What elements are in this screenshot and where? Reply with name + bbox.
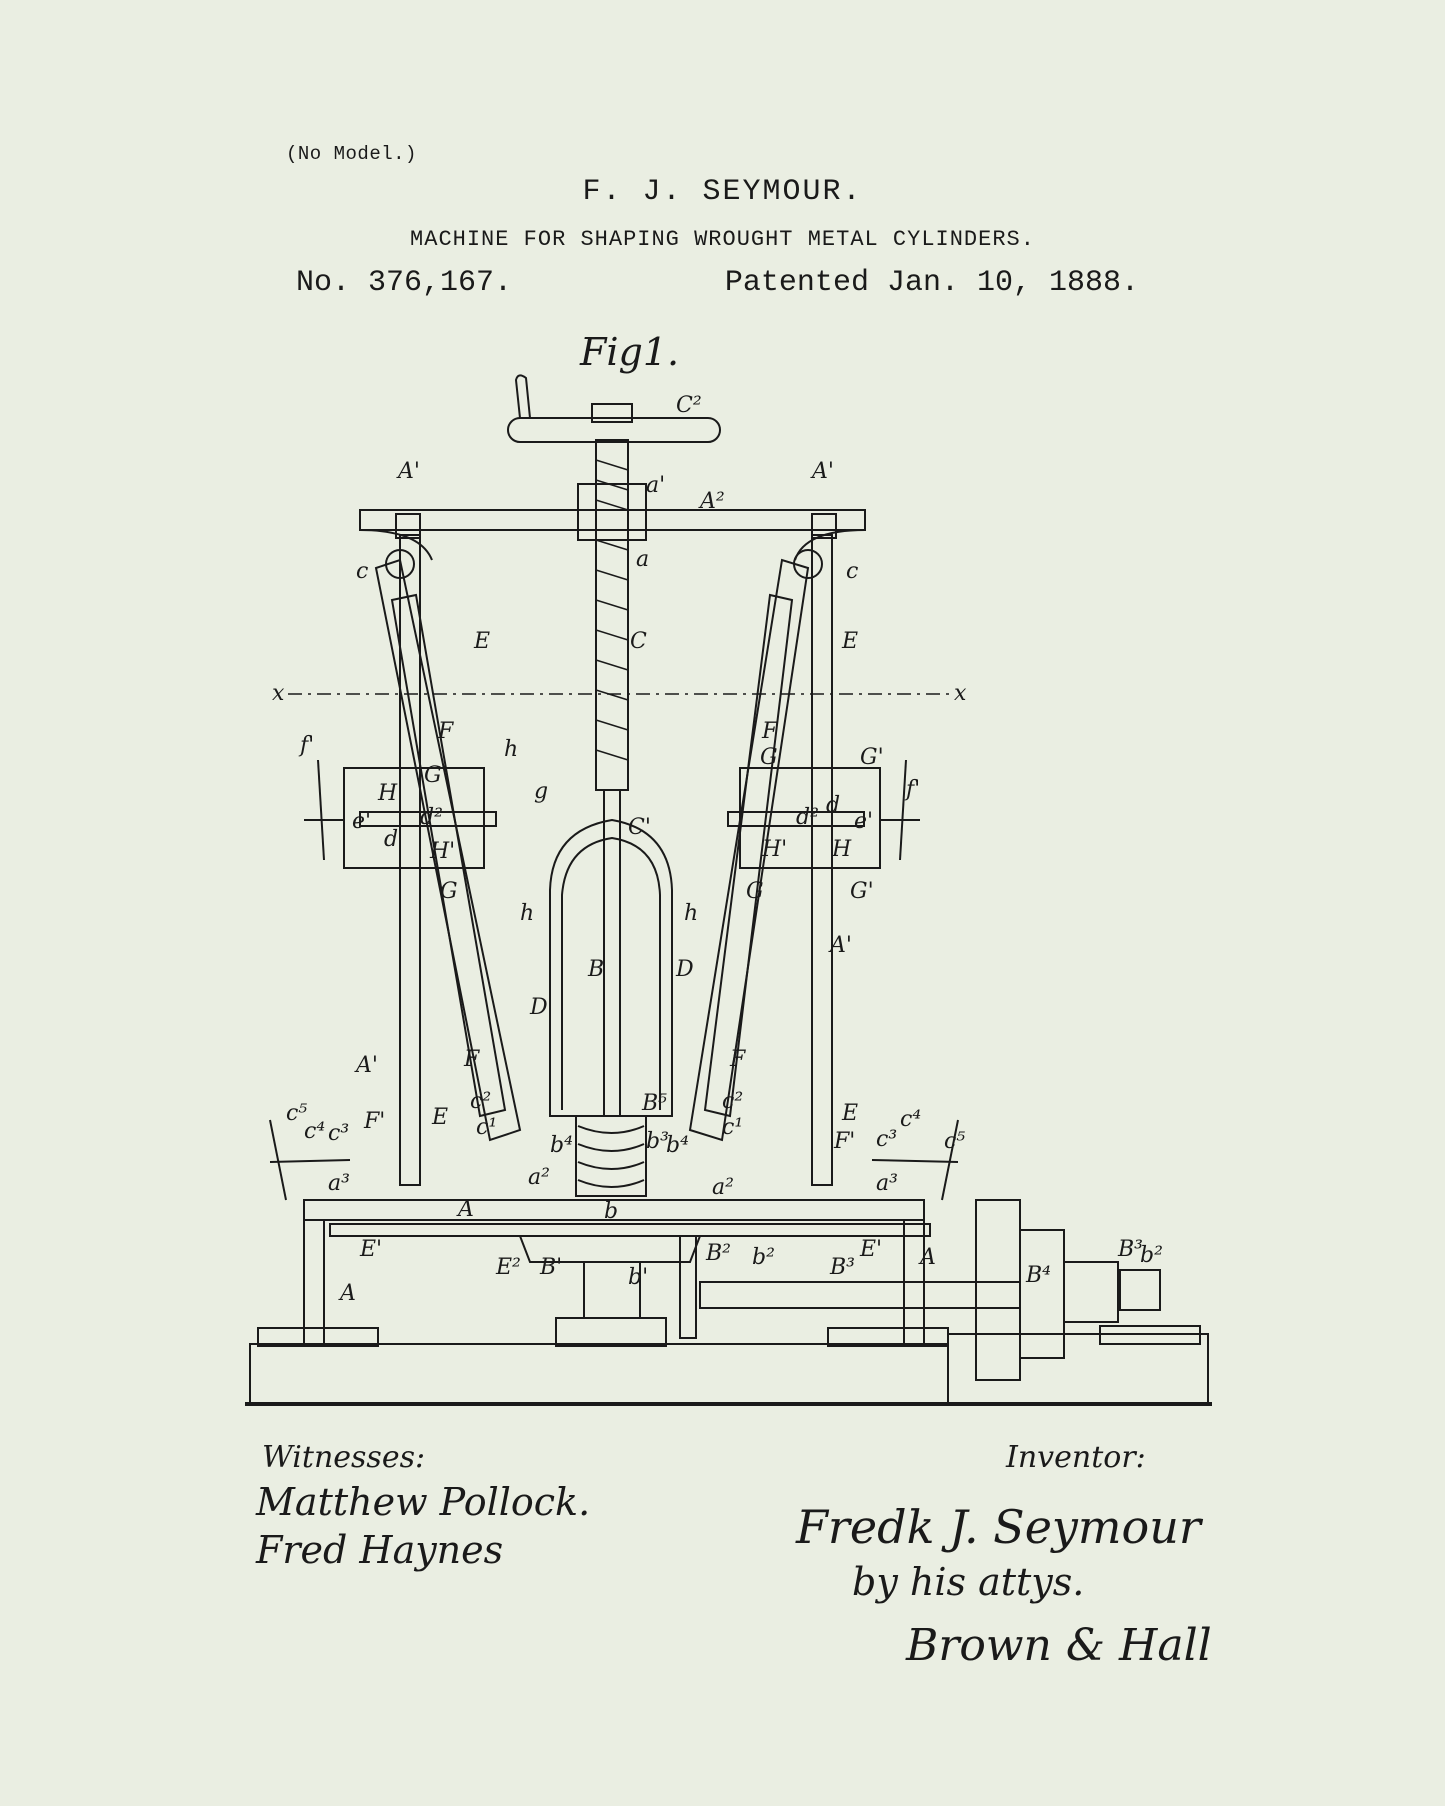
- label-B: B: [588, 957, 605, 982]
- label-c3-left: c³: [328, 1121, 350, 1146]
- label-B5: B⁵: [642, 1091, 667, 1116]
- label-a3-right: a³: [876, 1171, 898, 1196]
- label-F-lower-right: F: [730, 1047, 746, 1072]
- label-c-right: c: [846, 559, 859, 584]
- label-b3-mid: b³: [646, 1129, 669, 1154]
- label-b1: b': [628, 1265, 649, 1290]
- label-H-right: H: [832, 837, 852, 862]
- label-c5-left: c⁵: [286, 1101, 308, 1126]
- top-crossbar: [360, 510, 865, 560]
- attorneys-by-line: by his attys.: [852, 1560, 1085, 1604]
- label-E1-right: E': [860, 1237, 883, 1262]
- label-c2-left: c²: [470, 1089, 492, 1114]
- label-e1-right: e': [854, 809, 874, 834]
- label-B4: B⁴: [1026, 1263, 1051, 1288]
- label-C2: C²: [676, 393, 702, 418]
- label-F-upper-left: F: [438, 719, 454, 744]
- label-x-left: x: [272, 681, 285, 706]
- label-b4-left: b⁴: [550, 1133, 573, 1158]
- label-G-upper-right: G: [760, 745, 778, 770]
- label-F1-left: F': [364, 1109, 386, 1134]
- label-E1-left: E': [360, 1237, 383, 1262]
- witness-signature-2: Fred Haynes: [256, 1528, 504, 1572]
- label-b4-right: b⁴: [666, 1133, 689, 1158]
- inventor-label: Inventor:: [1006, 1440, 1146, 1475]
- label-f1-right: f': [906, 777, 921, 802]
- label-B1: B': [540, 1255, 563, 1280]
- central-screw: [578, 440, 646, 790]
- label-A1-mid-right: A': [830, 933, 852, 958]
- label-A-left: A: [340, 1281, 356, 1306]
- label-a2-left: a²: [528, 1165, 550, 1190]
- witness-signature-1: Matthew Pollock.: [256, 1480, 591, 1524]
- label-E-right: E: [842, 629, 859, 654]
- label-G-lower-right: G: [746, 879, 764, 904]
- base-platform: [245, 1318, 1212, 1404]
- label-h-lower-left: h: [520, 901, 535, 926]
- label-c1-left: c¹: [476, 1115, 498, 1140]
- mandrel-shell: [550, 790, 672, 1116]
- label-a: a: [636, 547, 650, 572]
- label-G1-upper-right: G': [860, 745, 884, 770]
- inventor-signature: Fredk J. Seymour: [796, 1500, 1201, 1554]
- patent-date: Patented Jan. 10, 1888.: [724, 266, 1139, 300]
- patent-title: MACHINE FOR SHAPING WROUGHT METAL CYLINDERS.: [410, 227, 1035, 252]
- label-D-right: D: [676, 957, 694, 982]
- patent-number: No. 376,167.: [296, 266, 513, 300]
- label-d-left: d: [384, 827, 399, 852]
- label-c1-right: c¹: [722, 1115, 744, 1140]
- label-g-left: g: [534, 779, 549, 804]
- label-c5-right: c⁵: [944, 1129, 966, 1154]
- label-C1: C': [628, 815, 651, 840]
- label-d2-right: d²: [796, 805, 819, 830]
- label-F1-right: F': [834, 1129, 856, 1154]
- label-B2: B²: [706, 1241, 731, 1266]
- label-a2-right: a²: [712, 1175, 734, 1200]
- label-b2-mid: b²: [752, 1245, 775, 1270]
- label-H1-right: H': [762, 837, 788, 862]
- label-H1-left: H': [430, 839, 456, 864]
- label-b: b: [604, 1199, 619, 1224]
- label-f1-left: f': [300, 733, 315, 758]
- label-x-right: x: [954, 681, 967, 706]
- label-b2-right: b²: [1140, 1243, 1163, 1268]
- label-G1-lower-right: G': [850, 879, 874, 904]
- label-E2: E²: [496, 1255, 521, 1280]
- label-E-left: E: [474, 629, 491, 654]
- inventor-name-heading: F. J. SEYMOUR.: [582, 175, 863, 209]
- label-C: C: [630, 629, 647, 654]
- label-h-left: h: [504, 737, 519, 762]
- label-A-frame: A: [458, 1197, 474, 1222]
- no-model-note: (No Model.): [286, 143, 417, 165]
- label-d-right: d: [826, 793, 841, 818]
- label-G1-upper-left: G': [424, 763, 448, 788]
- attorneys-signature: Brown & Hall: [906, 1620, 1212, 1671]
- label-c4-left: c⁴: [304, 1119, 326, 1144]
- label-H-left: H: [378, 781, 398, 806]
- witnesses-label: Witnesses:: [262, 1440, 426, 1475]
- label-B3-mid: B³: [830, 1255, 855, 1280]
- label-a1: a': [646, 473, 666, 498]
- label-E-lower-left: E: [432, 1105, 449, 1130]
- label-A1-right: A': [812, 459, 834, 484]
- label-F-lower-left: F: [464, 1047, 480, 1072]
- label-A1-left: A': [398, 459, 420, 484]
- label-c3-right: c³: [876, 1127, 898, 1152]
- label-c2-right: c²: [722, 1089, 744, 1114]
- label-a3-left: a³: [328, 1171, 350, 1196]
- label-c4-right: c⁴: [900, 1107, 922, 1132]
- label-G-lower-left: G: [440, 879, 458, 904]
- label-D-left: D: [530, 995, 548, 1020]
- label-e1-left: e': [352, 809, 372, 834]
- spring: [576, 1116, 646, 1196]
- label-A1-mid-left: A': [356, 1053, 378, 1078]
- label-A-right: A: [920, 1245, 936, 1270]
- figure-label: Fig1.: [580, 330, 680, 374]
- label-A2: A²: [700, 489, 725, 514]
- label-h-lower-right: h: [684, 901, 699, 926]
- label-c-left: c: [356, 559, 369, 584]
- label-B3-right: B³: [1118, 1237, 1143, 1262]
- label-d2-left: d²: [420, 805, 443, 830]
- label-E-lower-right: E: [842, 1101, 859, 1126]
- label-F-upper-right: F: [762, 719, 778, 744]
